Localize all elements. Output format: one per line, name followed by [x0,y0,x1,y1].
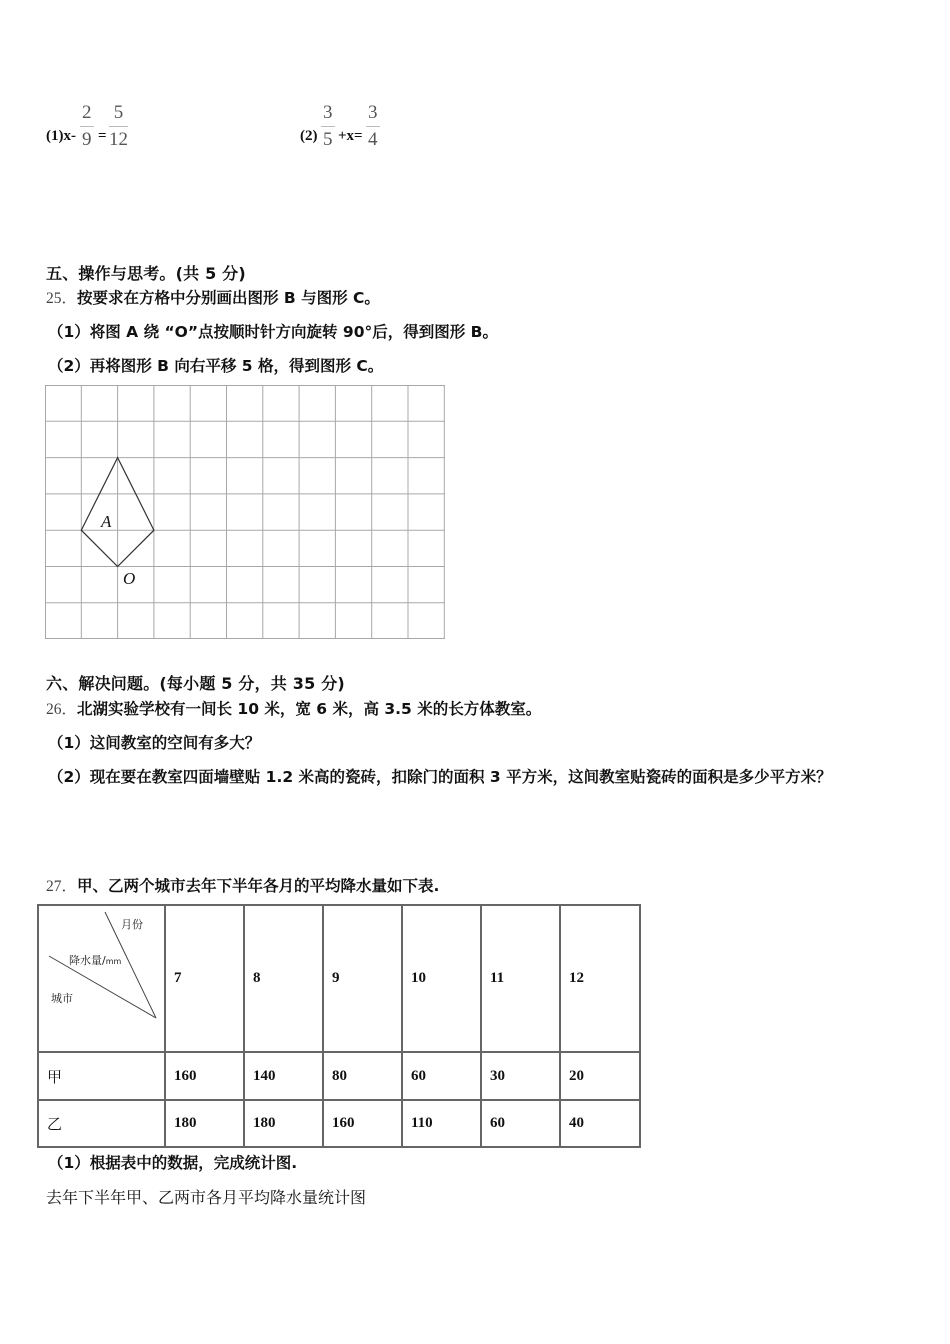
fraction-3-4: 3 4 [368,102,378,150]
table-row [38,1100,640,1147]
table-corner-cell [38,905,165,1052]
question-26-text: 北湖实验学校有一间长 10 米，宽 6 米，高 3.5 米的长方体教室。 [77,700,542,718]
rainfall-value: 30 [481,1052,560,1100]
section-5-heading: 五、操作与思考。(共 5 分) [46,264,246,283]
city-label: 乙 [38,1100,165,1147]
rainfall-value: 60 [481,1100,560,1147]
month-header: 12 [560,905,640,1052]
month-header: 7 [165,905,244,1052]
equation-1-equals: = [98,128,107,144]
question-25-sub2: （2）再将图形 B 向右平移 5 格，得到图形 C。 [48,357,384,375]
corner-label-city: 城市 [51,992,73,1005]
question-25 [46,286,380,308]
question-27-sub1: （1）根据表中的数据，完成统计图. [48,1154,298,1172]
diagonal-lines [39,906,166,1053]
rainfall-value: 80 [323,1052,402,1100]
question-25-number: 25． [46,290,78,307]
fraction-5-12: 5 12 [109,102,128,150]
point-o-label: O [123,569,136,588]
fraction-2-9: 2 9 [82,102,92,150]
month-header: 10 [402,905,481,1052]
question-27 [46,874,439,896]
rainfall-value: 20 [560,1052,640,1100]
city-label: 甲 [38,1052,165,1100]
rainfall-table [37,904,641,1148]
fraction-3-5: 3 5 [323,102,333,150]
question-25-sub1: （1）将图 A 绕 “O”点按顺时针方向旋转 90°后，得到图形 B。 [48,323,498,341]
question-27-text: 甲、乙两个城市去年下半年各月的平均降水量如下表. [77,877,440,895]
rainfall-value: 180 [244,1100,323,1147]
rainfall-value: 160 [165,1052,244,1100]
month-header: 8 [244,905,323,1052]
question-26 [46,697,541,719]
corner-label-month: 月份 [121,918,143,931]
corner-label-rainfall: 降水量/mm [69,954,122,967]
rainfall-value: 180 [165,1100,244,1147]
shape-a-label: A [101,512,112,531]
month-header: 11 [481,905,560,1052]
question-27-number: 27． [46,878,78,895]
table-row [38,1052,640,1100]
chart-title: 去年下半年甲、乙两市各月平均降水量统计图 [46,1188,367,1207]
equation-1-prefix: (1)x- [46,128,76,144]
rainfall-value: 60 [402,1052,481,1100]
equation-2-op: +x= [338,128,363,144]
rainfall-value: 140 [244,1052,323,1100]
question-26-sub1: （1）这间教室的空间有多大？ [48,734,261,752]
month-header: 9 [323,905,402,1052]
rainfall-value: 160 [323,1100,402,1147]
question-26-number: 26． [46,701,78,718]
table-header-row [38,905,640,1052]
section-6-heading: 六、解决问题。(每小题 5 分，共 35 分) [46,674,345,693]
question-25-text: 按要求在方格中分别画出图形 B 与图形 C。 [77,289,380,307]
rainfall-value: 110 [402,1100,481,1147]
rainfall-value: 40 [560,1100,640,1147]
question-26-sub2: （2）现在要在教室四面墙壁贴 1.2 米高的瓷砖，扣除门的面积 3 平方米，这间教室贴瓷砖的面积是多少平方米？ [48,768,832,786]
equation-2-prefix: (2) [300,128,318,144]
